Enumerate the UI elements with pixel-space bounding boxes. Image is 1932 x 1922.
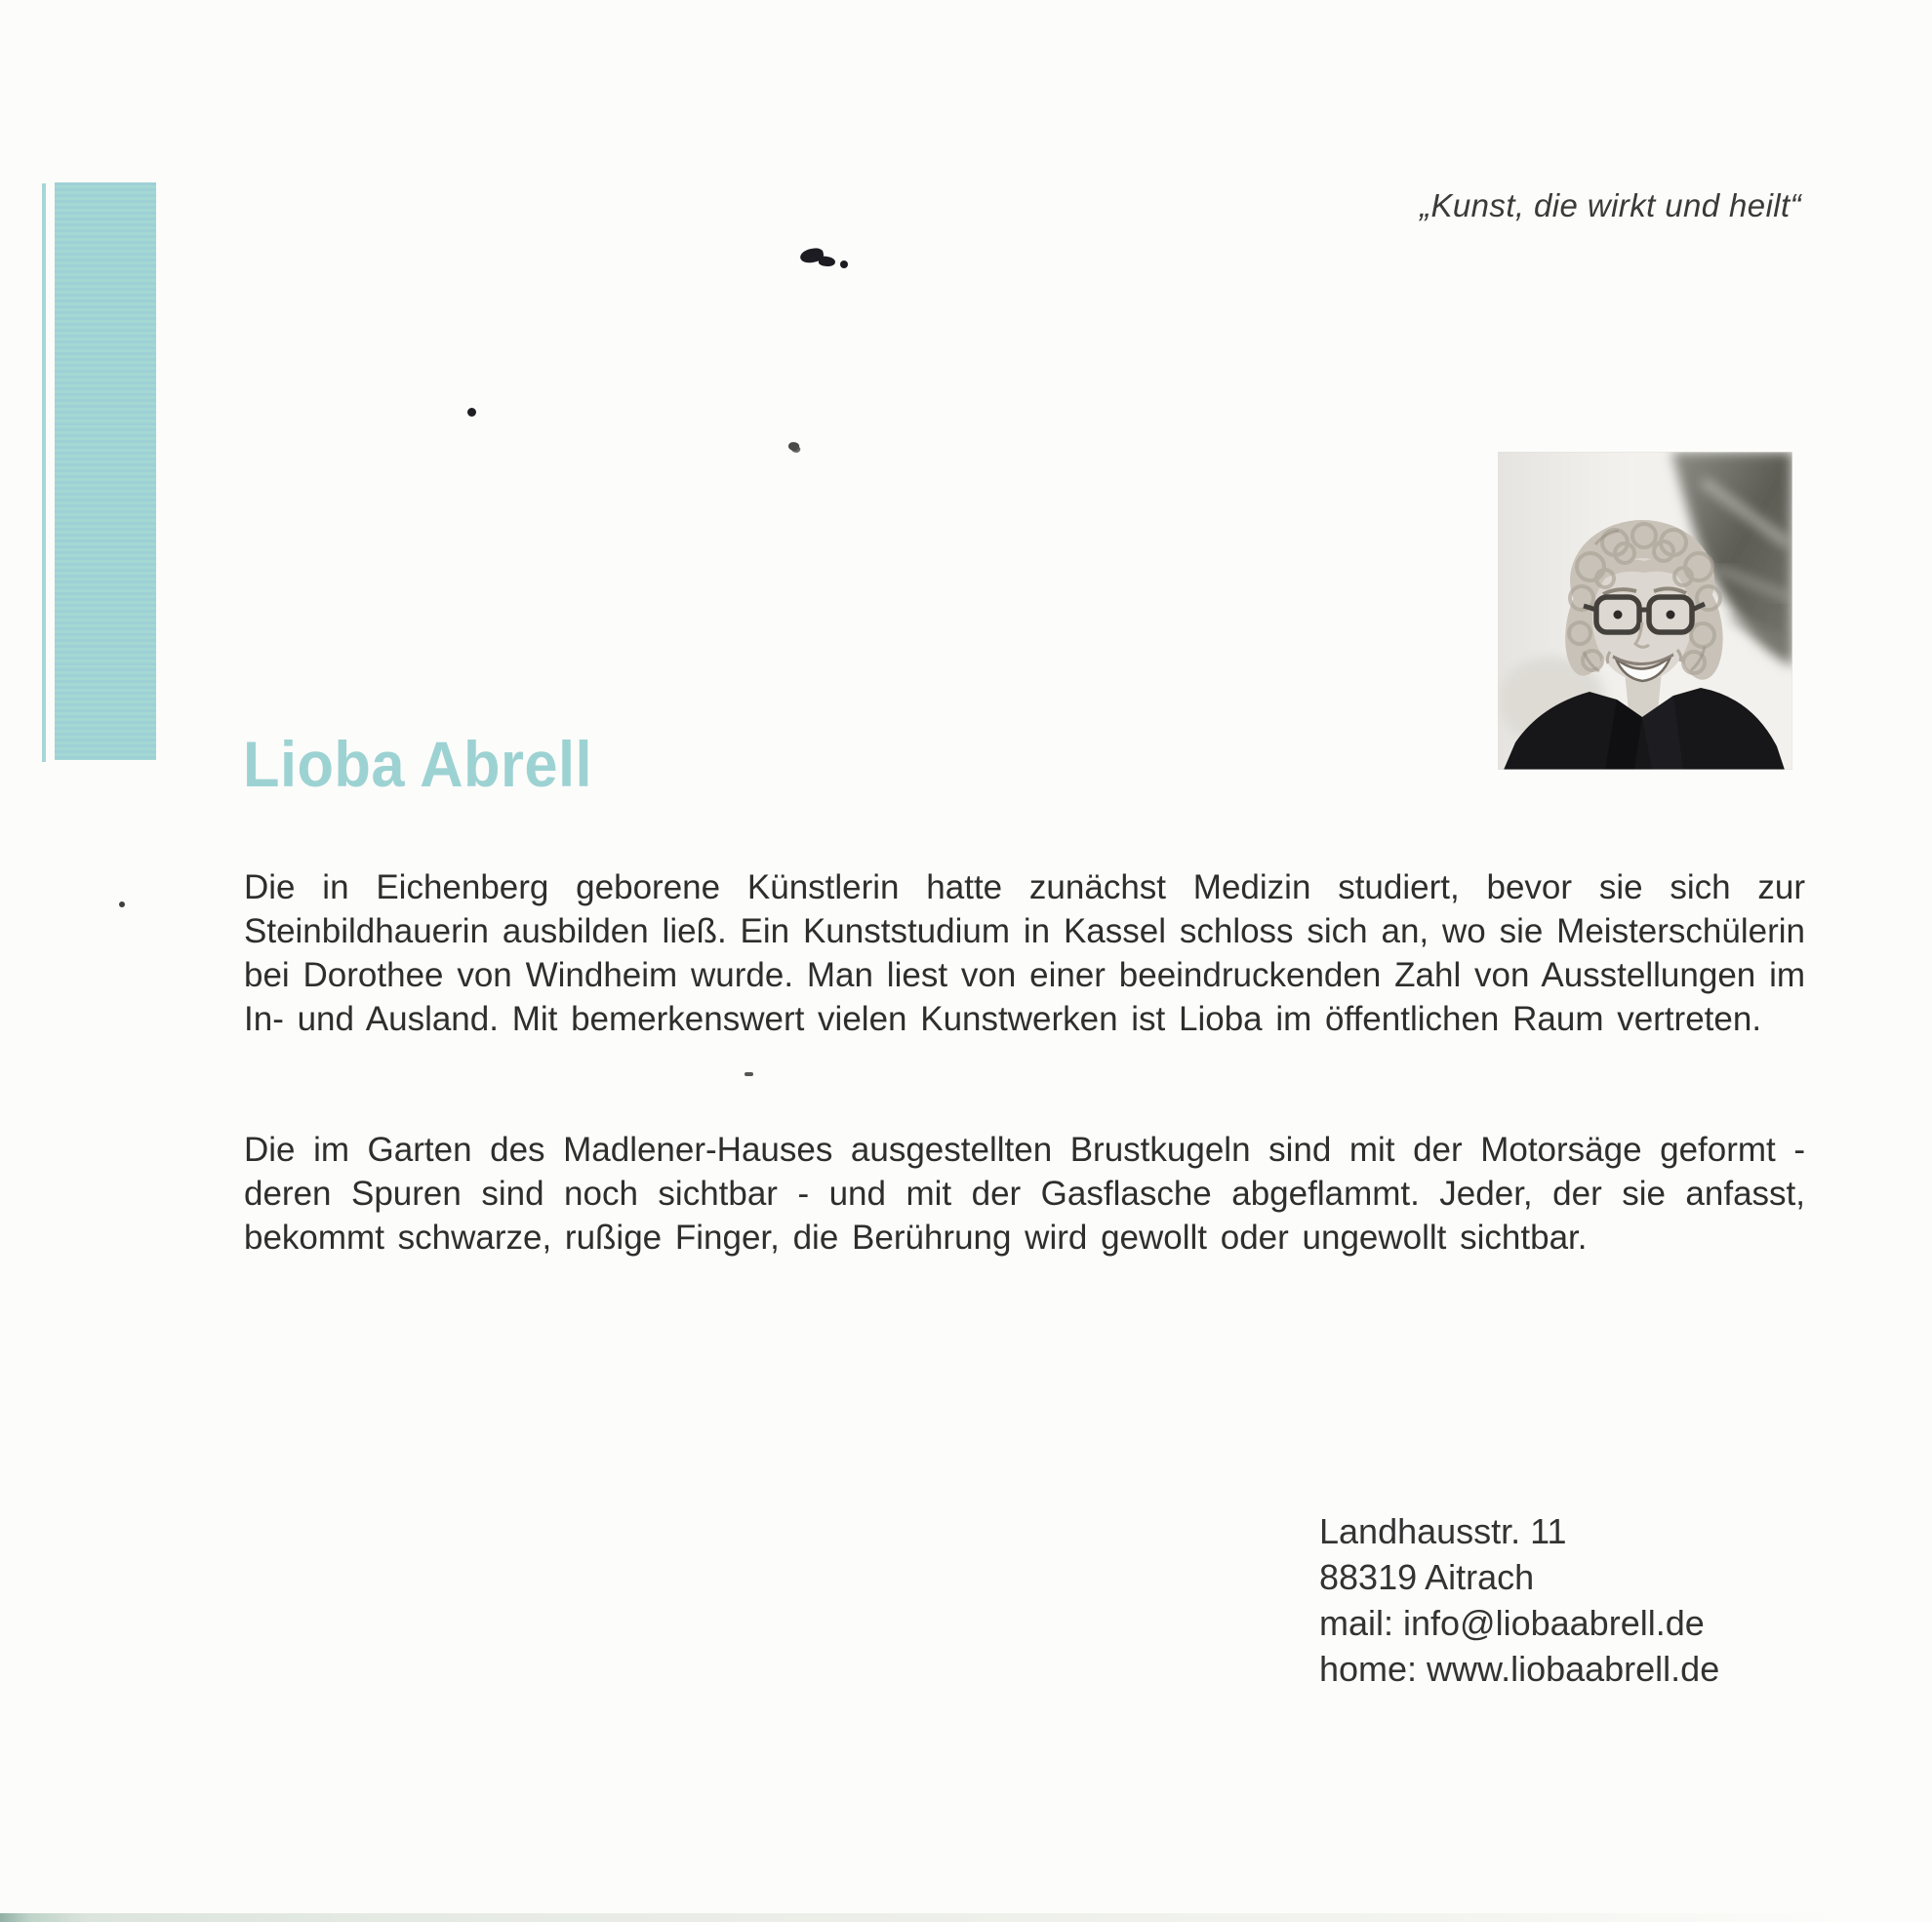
contact-email: mail: info@liobaabrell.de (1319, 1603, 1705, 1643)
artist-portrait-photo (1498, 452, 1792, 770)
left-accent-line (42, 183, 46, 762)
ink-speck (119, 901, 125, 907)
bio-paragraph-2: Die im Garten des Madlener-Hauses ausgestellten Brustkugeln sind mit der Motorsäge geformt - deren Spuren sind noch sichtbar - und mit der Gasflasche abgeflammt. Jeder, der sie anfasst, bekommt schwarze, rußige Finger, die Berührung wird gewollt oder ungewollt sichtbar. (244, 1131, 1805, 1257)
ink-speck (840, 260, 848, 268)
contact-street: Landhausstr. 11 (1319, 1511, 1567, 1551)
left-accent-bar (55, 182, 156, 760)
bio-paragraph-1: Die in Eichenberg geborene Künstlerin hatte zunächst Medizin studiert, bevor sie sich zur Steinbildhauerin ausbilden ließ. Ein Kunststudium in Kassel schloss sich an, wo sie Meisterschülerin bei Dorothee von Windheim wurde. Man liest von einer beeindruckenden Zahl von Ausstellungen im In- und Ausland. Mit bemerkenswert vielen Kunstwerken ist Lioba im öffentlichen Raum vertreten. (244, 868, 1805, 1038)
portrait-illustration (1498, 452, 1792, 770)
ink-blot (818, 256, 835, 267)
contact-city: 88319 Aitrach (1319, 1557, 1535, 1597)
ink-speck (787, 440, 800, 452)
scan-edge-artifact (0, 1913, 1854, 1922)
ink-speck (745, 1072, 753, 1076)
contact-website: home: www.liobaabrell.de (1319, 1649, 1720, 1689)
artist-quote: „Kunst, die wirkt und heilt“ (1420, 187, 1801, 223)
contact-block (1319, 1508, 1719, 1692)
artist-name-heading: Lioba Abrell (243, 728, 592, 801)
ink-speck (467, 408, 476, 417)
